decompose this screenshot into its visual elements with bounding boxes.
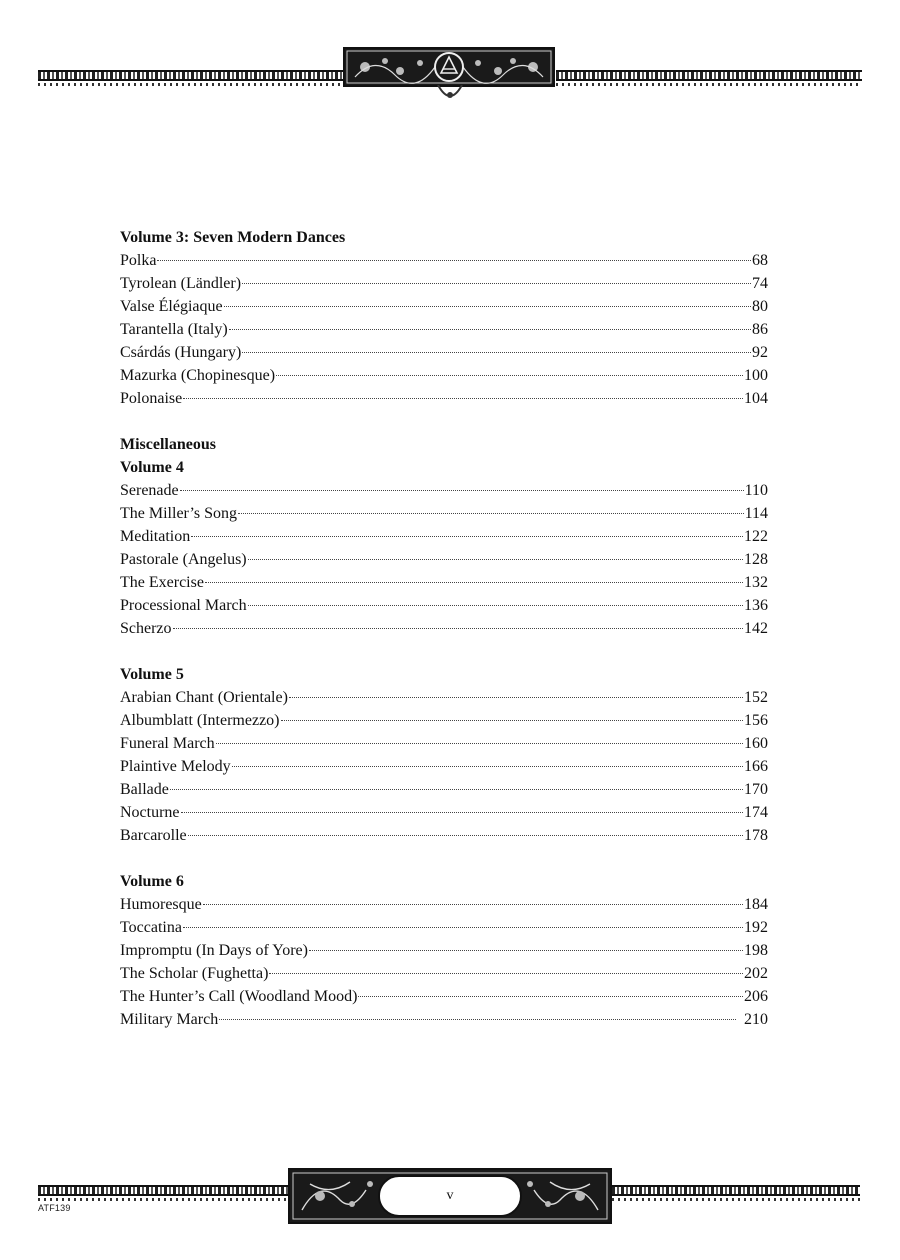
dot-leader	[309, 949, 743, 951]
section-volume-6	[120, 870, 768, 1031]
dot-leader	[181, 811, 743, 813]
footer-ornamental-rule-right	[612, 1185, 860, 1196]
page-number: v	[378, 1175, 522, 1217]
dot-leader	[358, 995, 743, 997]
entry-page: 174	[744, 804, 768, 821]
dot-leader	[183, 926, 743, 928]
header-ornament-panel	[343, 47, 555, 87]
toc-entry[interactable]	[120, 479, 768, 502]
entry-page: 128	[744, 551, 768, 568]
entry-title: The Exercise	[120, 574, 204, 591]
dot-leader	[191, 535, 743, 537]
dot-leader	[242, 351, 751, 353]
entry-title: Funeral March	[120, 735, 215, 752]
entry-title: Toccatina	[120, 919, 182, 936]
toc-entry[interactable]	[120, 893, 768, 916]
header-pendant-icon	[436, 85, 464, 103]
dot-leader	[170, 788, 743, 790]
toc-entry[interactable]	[120, 824, 768, 847]
entry-page: 110	[744, 482, 768, 499]
table-of-contents	[120, 226, 768, 1031]
entry-page: 210	[744, 1011, 768, 1028]
section-volume-3	[120, 226, 768, 410]
entry-page: 114	[744, 505, 768, 522]
entry-page: 100	[744, 367, 768, 384]
entry-page: 142	[744, 620, 768, 637]
entry-title: Albumblatt (Intermezzo)	[120, 712, 280, 729]
entry-page: 156	[744, 712, 768, 729]
toc-entry[interactable]	[120, 571, 768, 594]
entry-page: 74	[752, 275, 768, 292]
toc-entry[interactable]	[120, 732, 768, 755]
entry-title: Polka	[120, 252, 157, 269]
dot-leader	[180, 489, 744, 491]
dot-leader	[238, 512, 744, 514]
toc-entry[interactable]	[120, 525, 768, 548]
entry-title: Arabian Chant (Orientale)	[120, 689, 288, 706]
dot-leader	[232, 765, 743, 767]
toc-entry[interactable]	[120, 801, 768, 824]
toc-entry[interactable]	[120, 617, 768, 640]
section-heading: Volume 3: Seven Modern Dances	[120, 229, 346, 246]
entry-page: 192	[744, 919, 768, 936]
dot-leader	[248, 558, 743, 560]
entry-title: Meditation	[120, 528, 191, 545]
entry-page: 122	[744, 528, 768, 545]
dot-leader	[242, 282, 751, 284]
entry-title: Humoresque	[120, 896, 202, 913]
entry-page: 160	[744, 735, 768, 752]
toc-entry[interactable]	[120, 364, 768, 387]
dot-leader	[219, 1018, 736, 1020]
entry-title: Csárdás (Hungary)	[120, 344, 242, 361]
toc-entry[interactable]	[120, 755, 768, 778]
entry-title: Nocturne	[120, 804, 180, 821]
dot-leader	[183, 397, 743, 399]
entry-title: Barcarolle	[120, 827, 187, 844]
dot-leader	[248, 604, 743, 606]
entry-title: Pastorale (Angelus)	[120, 551, 247, 568]
toc-entry[interactable]	[120, 916, 768, 939]
entry-page: 170	[744, 781, 768, 798]
entry-page: 152	[744, 689, 768, 706]
entry-page: 86	[752, 321, 768, 338]
entry-title: Processional March	[120, 597, 247, 614]
entry-page: 68	[752, 252, 768, 269]
dot-leader	[203, 903, 743, 905]
entry-title: Mazurka (Chopinesque)	[120, 367, 276, 384]
toc-entry[interactable]	[120, 985, 768, 1008]
toc-entry[interactable]	[120, 295, 768, 318]
dot-leader	[157, 259, 751, 261]
toc-entry[interactable]	[120, 962, 768, 985]
header-ornament-icon	[345, 49, 553, 85]
dot-leader	[188, 834, 743, 836]
section-volume-4	[120, 433, 768, 640]
entry-page: 92	[752, 344, 768, 361]
toc-entry[interactable]	[120, 249, 768, 272]
dot-leader	[216, 742, 743, 744]
entry-title: Plaintive Melody	[120, 758, 231, 775]
entry-page: 184	[744, 896, 768, 913]
dot-leader	[173, 627, 743, 629]
toc-entry[interactable]	[120, 939, 768, 962]
dot-leader	[281, 719, 744, 721]
toc-entry[interactable]	[120, 272, 768, 295]
entry-title: Military March	[120, 1011, 219, 1028]
header-ornamental-rule-left	[38, 70, 343, 81]
entry-title: The Scholar (Fughetta)	[120, 965, 269, 982]
entry-page: 202	[744, 965, 768, 982]
dot-leader	[269, 972, 743, 974]
section-volume-5	[120, 663, 768, 847]
header-ornamental-rule-right	[556, 70, 862, 81]
dot-leader	[205, 581, 743, 583]
dot-leader	[276, 374, 743, 376]
entry-title: Scherzo	[120, 620, 172, 637]
entry-page: 178	[744, 827, 768, 844]
entry-title: Serenade	[120, 482, 179, 499]
entry-page: 104	[744, 390, 768, 407]
toc-entry[interactable]	[120, 502, 768, 525]
entry-title: Ballade	[120, 781, 169, 798]
toc-entry[interactable]	[120, 318, 768, 341]
toc-entry[interactable]	[120, 686, 768, 709]
entry-page: 166	[744, 758, 768, 775]
entry-page: 80	[752, 298, 768, 315]
entry-title: The Miller’s Song	[120, 505, 238, 522]
toc-entry[interactable]	[120, 548, 768, 571]
dot-leader	[229, 328, 751, 330]
entry-title: Impromptu (In Days of Yore)	[120, 942, 308, 959]
toc-entry[interactable]	[120, 709, 768, 732]
toc-entry[interactable]	[120, 778, 768, 801]
toc-entry[interactable]	[120, 387, 768, 410]
section-heading-miscellaneous: Miscellaneous	[120, 436, 216, 453]
entry-title: Tarantella (Italy)	[120, 321, 228, 338]
dot-leader	[289, 696, 743, 698]
catalog-code: ATF139	[38, 1203, 71, 1213]
entry-title: Polonaise	[120, 390, 183, 407]
entry-page: 198	[744, 942, 768, 959]
section-heading: Volume 6	[120, 873, 184, 890]
entry-title: Tyrolean (Ländler)	[120, 275, 242, 292]
entry-title: The Hunter’s Call (Woodland Mood)	[120, 988, 358, 1005]
toc-entry[interactable]	[120, 1008, 768, 1031]
entry-page: 206	[744, 988, 768, 1005]
toc-entry[interactable]	[120, 594, 768, 617]
entry-page: 132	[744, 574, 768, 591]
entry-title: Valse Élégiaque	[120, 298, 223, 315]
entry-page: 136	[744, 597, 768, 614]
toc-entry[interactable]	[120, 341, 768, 364]
dot-leader	[224, 305, 751, 307]
section-heading: Volume 5	[120, 666, 184, 683]
footer-ornamental-rule-left	[38, 1185, 288, 1196]
section-heading: Volume 4	[120, 459, 184, 476]
